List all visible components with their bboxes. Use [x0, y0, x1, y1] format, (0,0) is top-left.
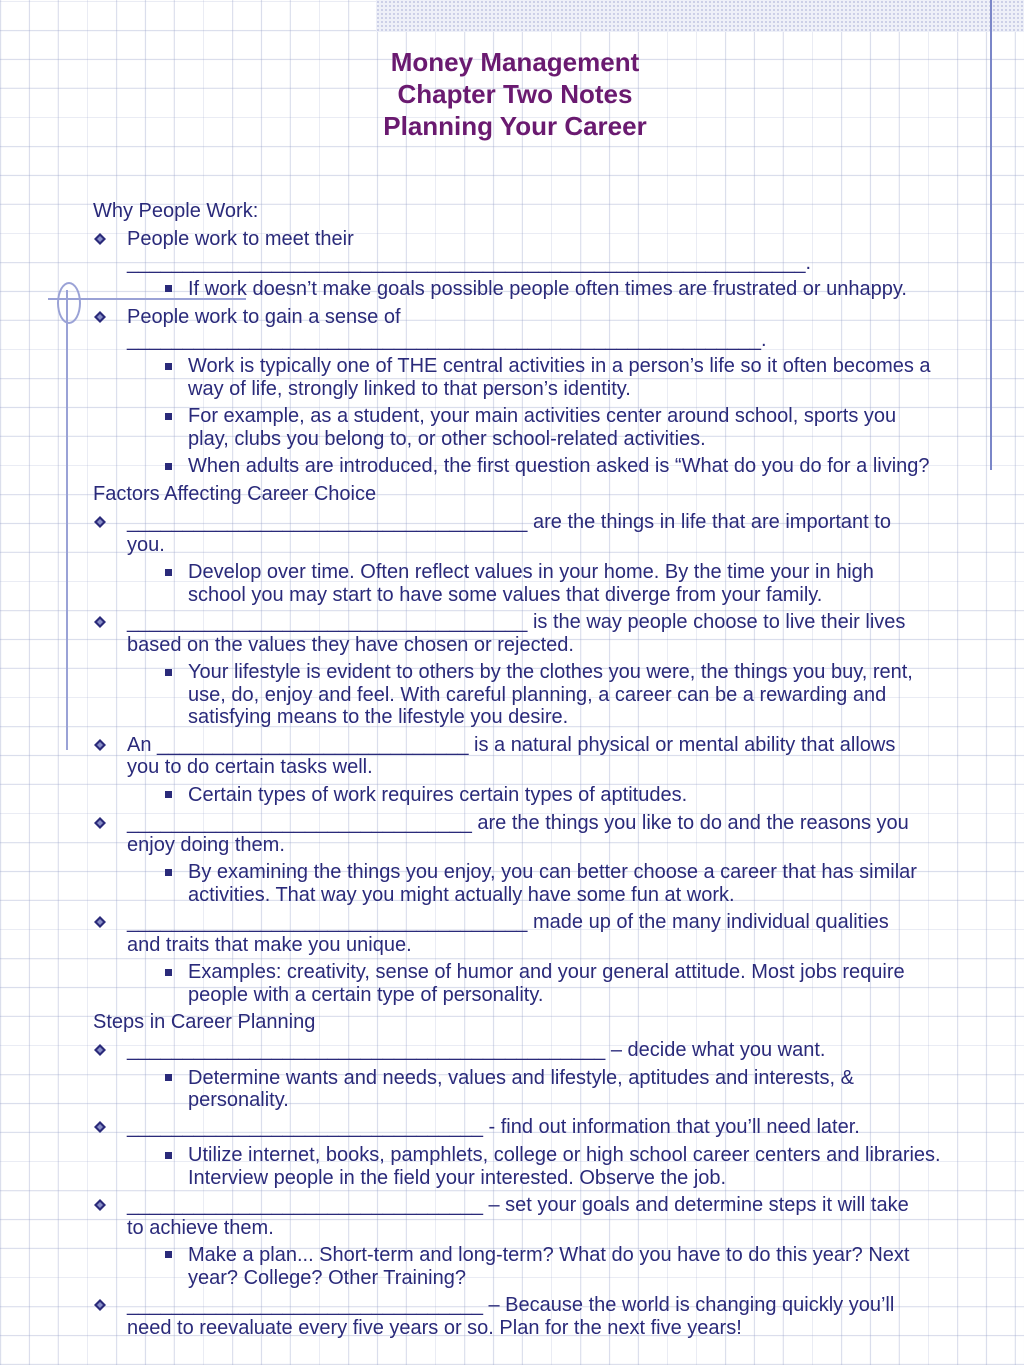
- sub-bullet-text: If work doesn’t make goals possible people often times are frustrated or unhappy.: [188, 278, 907, 300]
- diamond-bullet-icon: [94, 739, 106, 751]
- diamond-bullet-icon: [94, 1044, 106, 1056]
- sub-bullet-text: year? College? Other Training?: [188, 1267, 466, 1289]
- bullet-text: ____________________________________ made up of the many individual qualities: [127, 911, 889, 933]
- sub-bullet-text: Interview people in the field your interested. Observe the job.: [188, 1167, 727, 1189]
- square-bullet-icon: [165, 1152, 172, 1159]
- fill-in-blank: _________________________________________________________.: [127, 329, 767, 351]
- section-heading-factors: Factors Affecting Career Choice: [93, 483, 377, 505]
- square-bullet-icon: [165, 285, 172, 292]
- bullet-text: ____________________________________ is the way people choose to live their lives: [127, 611, 906, 633]
- diamond-bullet-icon: [94, 817, 106, 829]
- bullet-text: ___________________________________________ – decide what you want.: [127, 1039, 826, 1061]
- square-bullet-icon: [165, 791, 172, 798]
- sub-bullet-text: people with a certain type of personality.: [188, 984, 544, 1006]
- diamond-bullet-icon: [94, 1299, 106, 1311]
- margin-loop-decoration: [57, 282, 81, 324]
- sub-bullet-text: Work is typically one of THE central activities in a person’s life so it often becomes a: [188, 355, 931, 377]
- diamond-bullet-icon: [94, 916, 106, 928]
- square-bullet-icon: [165, 463, 172, 470]
- bullet-text: People work to gain a sense of: [127, 306, 401, 328]
- bullet-text: and traits that make you unique.: [127, 934, 412, 956]
- sub-bullet-text: Utilize internet, books, pamphlets, college or high school career centers and libraries.: [188, 1144, 941, 1166]
- bullet-text: need to reevaluate every five years or so. Plan for the next five years!: [127, 1317, 742, 1339]
- bullet-text: _______________________________ are the things you like to do and the reasons you: [127, 812, 909, 834]
- sub-bullet-text: When adults are introduced, the first question asked is “What do you do for a living?: [188, 455, 930, 477]
- square-bullet-icon: [165, 869, 172, 876]
- square-bullet-icon: [165, 1251, 172, 1258]
- sub-bullet-text: school you may start to have some values that diverge from your family.: [188, 584, 823, 606]
- sub-bullet-text: Certain types of work requires certain types of aptitudes.: [188, 784, 688, 806]
- sub-bullet-text: Determine wants and needs, values and lifestyle, aptitudes and interests, &: [188, 1067, 854, 1089]
- bullet-text: to achieve them.: [127, 1217, 274, 1239]
- bullet-text: ________________________________ – Because the world is changing quickly you’ll: [127, 1294, 895, 1316]
- sub-bullet-text: personality.: [188, 1089, 289, 1111]
- bullet-text: you to do certain tasks well.: [127, 756, 373, 778]
- diamond-bullet-icon: [94, 1121, 106, 1133]
- sub-bullet-text: For example, as a student, your main activities center around school, sports you: [188, 405, 897, 427]
- title-line-2: Chapter Two Notes: [397, 79, 633, 109]
- section-heading-why: Why People Work:: [93, 200, 259, 222]
- margin-line-left: [66, 290, 68, 750]
- diamond-bullet-icon: [94, 1199, 106, 1211]
- square-bullet-icon: [165, 1074, 172, 1081]
- sub-bullet-text: use, do, enjoy and feel. With careful planning, a career can be a rewarding and: [188, 684, 887, 706]
- diamond-bullet-icon: [94, 616, 106, 628]
- square-bullet-icon: [165, 363, 172, 370]
- bullet-text: ________________________________ – set your goals and determine steps it will take: [127, 1194, 909, 1216]
- diamond-bullet-icon: [94, 516, 106, 528]
- sub-bullet-text: satisfying means to the lifestyle you desire.: [188, 706, 569, 728]
- sub-bullet-text: Examples: creativity, sense of humor and your general attitude. Most jobs require: [188, 961, 905, 983]
- corner-dot-pattern: [376, 0, 1024, 32]
- title-line-3: Planning Your Career: [383, 111, 647, 141]
- section-heading-steps: Steps in Career Planning: [93, 1011, 316, 1033]
- bullet-text: ____________________________________ are the things in life that are important to: [127, 511, 891, 533]
- sub-bullet-text: Your lifestyle is evident to others by the clothes you were, the things you buy, rent,: [188, 661, 913, 683]
- bullet-text: People work to meet their: [127, 228, 354, 250]
- sub-bullet-text: activities. That way you might actually have some fun at work.: [188, 884, 735, 906]
- diamond-bullet-icon: [94, 311, 106, 323]
- square-bullet-icon: [165, 969, 172, 976]
- sub-bullet-text: play, clubs you belong to, or other school-related activities.: [188, 428, 706, 450]
- sub-bullet-text: Make a plan... Short-term and long-term? What do you have to do this year? Next: [188, 1244, 910, 1266]
- diamond-bullet-icon: [94, 233, 106, 245]
- bullet-text: you.: [127, 534, 165, 556]
- sub-bullet-text: By examining the things you enjoy, you can better choose a career that has similar: [188, 861, 917, 883]
- page-title: [0, 46, 1024, 142]
- bullet-text: An ____________________________ is a natural physical or mental ability that allows: [127, 734, 896, 756]
- fill-in-blank: _____________________________________________________________.: [127, 252, 812, 274]
- bullet-text: ________________________________ - find out information that you’ll need later.: [127, 1116, 860, 1138]
- sub-bullet-text: Develop over time. Often reflect values in your home. By the time your in high: [188, 561, 874, 583]
- square-bullet-icon: [165, 669, 172, 676]
- square-bullet-icon: [165, 569, 172, 576]
- sub-bullet-text: way of life, strongly linked to that person’s identity.: [188, 378, 631, 400]
- square-bullet-icon: [165, 413, 172, 420]
- bullet-text: enjoy doing them.: [127, 834, 285, 856]
- title-line-1: Money Management: [390, 47, 640, 77]
- bullet-text: based on the values they have chosen or rejected.: [127, 634, 574, 656]
